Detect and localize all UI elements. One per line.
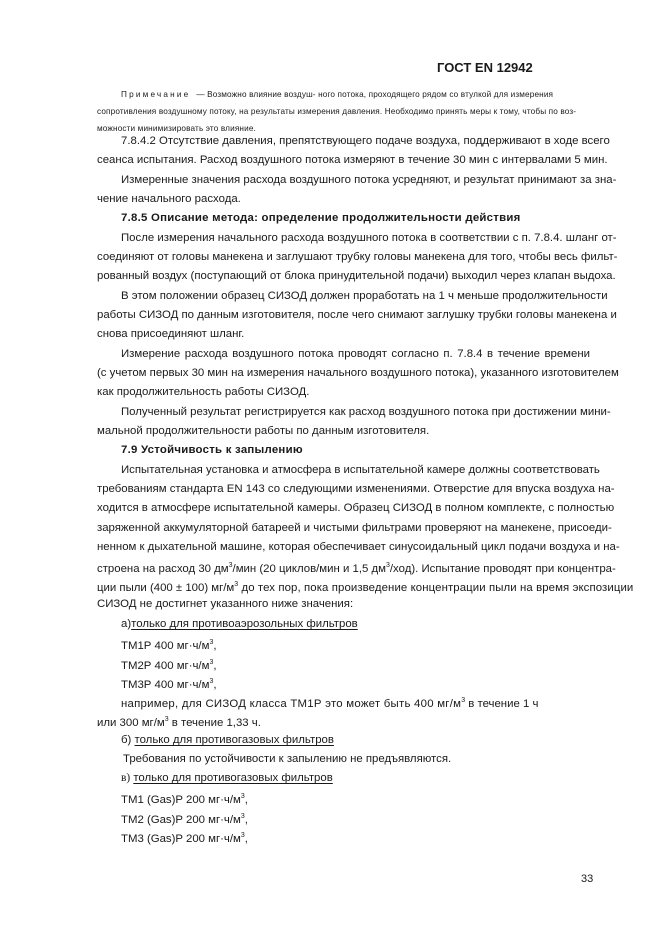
list-a-item	[121, 675, 217, 692]
section-heading-785: 7.8.5 Описание метода: определение продолжительности действия	[121, 212, 521, 224]
para-785b-line-1: В этом положении образец СИЗОД должен проработать на 1 ч меньше продолжительности	[121, 290, 608, 302]
superscript-3: 3	[164, 716, 169, 723]
superscript-3: 3	[209, 659, 214, 666]
para-79-line-8: СИЗОД не достигнет указанного ниже значения:	[97, 598, 354, 610]
list-c-item	[121, 810, 248, 827]
list-a-item-text: ТМ2Р 400 мг·ч/м	[121, 659, 210, 672]
list-b-marker: б)	[121, 734, 132, 746]
superscript-3: 3	[234, 581, 239, 588]
superscript-3: 3	[209, 678, 214, 685]
list-b-text: Требования по устойчивости к запылению не предъявляются.	[123, 753, 452, 765]
para-7842-line-1: 7.8.4.2 Отсутствие давления, препятствующего подаче воздуха, поддерживают в ходе всего	[121, 135, 610, 147]
para-79-line-2: требованиям стандарта EN 143 со следующими изменениями. Отверстие для впуска воздуха на-	[97, 483, 615, 495]
superscript-3: 3	[240, 813, 245, 820]
example-line-2	[97, 713, 261, 730]
superscript-3: 3	[385, 562, 390, 569]
list-a-comma: ,	[213, 678, 217, 691]
para-79-line-7	[97, 578, 633, 595]
list-a-title: только для противоаэрозольных фильтров	[131, 618, 358, 630]
document-code: ГОСТ EN 12942	[437, 60, 533, 75]
list-a-item-text: ТМ1Р 400 мг·ч/м	[121, 639, 210, 652]
list-a-marker: а)	[121, 618, 132, 630]
para-79-line-3: ходится в атмосфере испытательной камеры. Образец СИЗОД в полном комплекте, с полностью	[97, 502, 615, 514]
list-c-title: только для противогазовых фильтров	[133, 772, 333, 784]
example-line-1	[121, 694, 538, 711]
superscript-3: 3	[461, 697, 466, 704]
para-785a-line-3: рованный воздух (поступающий от блока принудительной подачи) выходил через клапан выдоха.	[97, 270, 616, 282]
list-c-item-text: ТМ2 (Gas)P 200 мг·ч/м	[121, 813, 241, 826]
note-line-2: сопротивления воздушному потоку, на результаты измерения давления. Необходимо принять меры к тому, чтобы по воз-	[97, 107, 577, 116]
list-c-item-text: ТМ1 (Gas)P 200 мг·ч/м	[121, 793, 241, 806]
para-79-line-6b: /мин (20 циклов/мин и 1,5 дм	[232, 562, 386, 575]
note-line-1	[121, 88, 553, 102]
superscript-3: 3	[240, 832, 245, 839]
list-c-marker: в)	[121, 772, 131, 784]
para-7842-line-2: сеанса испытания. Расход воздушного потока измеряют в течение 30 мин с интервалами 5 мин.	[97, 154, 608, 166]
note-line-3: можности минимизировать это влияние.	[97, 124, 256, 133]
list-a-item-text: ТМ3Р 400 мг·ч/м	[121, 678, 210, 691]
note-text-1: — Возможно влияние воздуш- ного потока, проходящего рядом со втулкой для измерения	[196, 90, 554, 99]
example-line-1a: например, для СИЗОД класса ТМ1Р это может быть 400 мг/м	[121, 697, 462, 710]
para-785c-line-2: (с учетом первых 30 мин на измерения начального воздушного потока), указанного изготовителем	[97, 367, 619, 379]
list-c-comma: ,	[244, 813, 248, 826]
para-avg-line-2: чение начального расхода.	[97, 193, 241, 205]
page-number: 33	[581, 873, 594, 885]
para-avg-line-1: Измеренные значения расхода воздушного потока усредняют, и результат принимают за зна-	[121, 174, 617, 186]
para-79-line-7a: ции пыли (400 ± 100) мг/м	[97, 581, 235, 594]
example-line-1b: в течение 1 ч	[465, 697, 539, 710]
example-line-2a: или 300 мг/м	[97, 716, 165, 729]
example-line-2b: в течение 1,33 ч.	[168, 716, 261, 729]
para-785d-line-1: Полученный результат регистрируется как расход воздушного потока при достижении мини-	[121, 406, 611, 418]
list-a-comma: ,	[213, 659, 217, 672]
para-785a-line-1: После измерения начального расхода воздушного потока в соответствии с п. 7.8.4. шланг от-	[121, 232, 617, 244]
list-b-heading	[121, 733, 334, 747]
para-785b-line-3: снова присоединяют шланг.	[97, 328, 245, 340]
para-79-line-1: Испытательная установка и атмосфера в испытательной камере должны соответствовать	[121, 464, 600, 476]
para-785b-line-2: работы СИЗОД по данным изготовителя, после чего снимают заглушку трубки головы манекена и	[97, 309, 617, 321]
para-785c-line-1: Измерение расхода воздушного потока проводят согласно п. 7.8.4 в течение времени	[121, 348, 590, 360]
note-label: Примечание	[121, 90, 191, 99]
list-c-comma: ,	[244, 832, 248, 845]
superscript-3: 3	[209, 639, 214, 646]
para-79-line-6c: /ход). Испытание проводят при концентра-	[389, 562, 616, 575]
para-79-line-5: ненном к дыхательной машине, которая обеспечивает синусоидальный цикл подачи воздуха и на-	[97, 541, 620, 553]
list-b-title: только для противогазовых фильтров	[134, 734, 334, 746]
list-c-heading	[121, 771, 333, 785]
list-c-item	[121, 829, 248, 846]
list-a-item	[121, 636, 217, 653]
para-79-line-6a: строена на расход 30 дм	[97, 562, 229, 575]
para-785a-line-2: соединяют от головы манекена и заглушают трубку головы манекена для того, чтобы весь фильт-	[97, 251, 618, 263]
superscript-3: 3	[228, 562, 233, 569]
list-a-item	[121, 656, 217, 673]
list-a-heading	[121, 617, 358, 631]
para-79-line-6	[97, 559, 616, 576]
list-a-comma: ,	[213, 639, 217, 652]
para-785d-line-2: мальной продолжительности работы по данным изготовителя.	[97, 425, 430, 437]
para-79-line-7b: до тех пор, пока произведение концентрации пыли на время экспозиции	[238, 581, 634, 594]
section-heading-79: 7.9 Устойчивость к запылению	[121, 444, 303, 456]
para-79-line-4: заряженной аккумуляторной батареей и чистыми фильтрами проверяют на манекене, присоеди-	[97, 522, 612, 534]
list-c-item	[121, 790, 248, 807]
superscript-3: 3	[240, 793, 245, 800]
list-c-comma: ,	[244, 793, 248, 806]
list-c-item-text: ТМ3 (Gas)P 200 мг·ч/м	[121, 832, 241, 845]
para-785c-line-3: как продолжительность работы СИЗОД.	[97, 386, 310, 398]
